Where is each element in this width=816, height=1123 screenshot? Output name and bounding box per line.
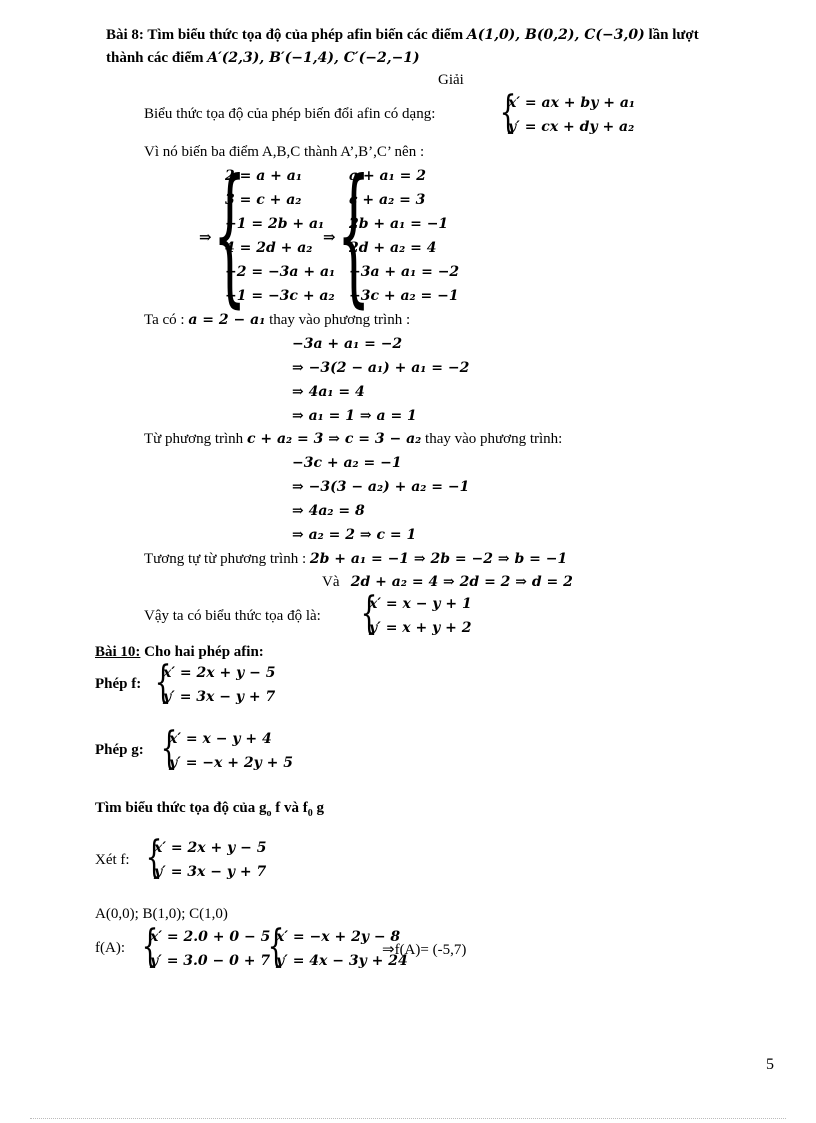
find-line (95, 800, 324, 819)
vay-eq-2: y′ = x + y + 2 (369, 620, 472, 636)
phep-f-label: Phép f: (95, 676, 142, 692)
taco-line (144, 312, 410, 329)
f-eq-2: y′ = 3x − y + 7 (163, 689, 276, 705)
bai10-title: Bài 10: (95, 644, 141, 660)
bai8-points-original: A(1,0), B(0,2), C(−3,0) (466, 27, 645, 43)
taco-suffix: thay vào phương trình : (269, 312, 411, 328)
vay-eq-1: x′ = x − y + 1 (369, 596, 472, 612)
tu-expr: c + a₂ = 3 ⇒ c = 3 − a₂ (246, 431, 422, 447)
sys1-eq-1: 2 = a + a₁ (225, 168, 302, 184)
find-sub-o: o (266, 808, 272, 819)
va-label: Và (322, 574, 340, 590)
step2-3: ⇒ 4a₂ = 8 (292, 503, 365, 519)
sys2-eq-4: 2d + a₂ = 4 (349, 240, 437, 256)
sys1-eq-6: −1 = −3c + a₂ (225, 288, 335, 304)
sys1-eq-2: 3 = c + a₂ (225, 192, 302, 208)
sys1-eq-4: 4 = 2d + a₂ (225, 240, 313, 256)
g-eq-2: y′ = −x + 2y + 5 (169, 755, 293, 771)
sys2-eq-5: −3a + a₁ = −2 (349, 264, 460, 280)
vay-text: Vậy ta có biểu thức tọa độ là: (144, 608, 321, 624)
bai10-heading (95, 644, 264, 661)
f-eq-1: x′ = 2x + y − 5 (163, 665, 276, 681)
find-sub-0: 0 (307, 808, 313, 819)
vi-no-text: Vì nó biến ba điểm A,B,C thành A’,B’,C’ nên : (144, 144, 425, 160)
tuongtu-line (144, 551, 567, 568)
sys1-eq-5: −2 = −3a + a₁ (225, 264, 336, 280)
step1-3: ⇒ 4a₁ = 4 (292, 384, 365, 400)
tu-line (144, 431, 562, 448)
tu-suffix: thay vào phương trình: (425, 431, 563, 447)
fa-eq2-2: y′ = 4x − 3y + 24 (276, 953, 408, 969)
xet-label: Xét f: (95, 852, 130, 868)
xet-eq-2: y′ = 3x − y + 7 (154, 864, 267, 880)
step1-2: ⇒ −3(2 − a₁) + a₁ = −2 (292, 360, 470, 376)
vay-brace: { (360, 588, 378, 639)
sys1-brace: { (213, 148, 247, 322)
tu-prefix: Từ phương trình (144, 431, 244, 447)
step1-1: −3a + a₁ = −2 (292, 336, 403, 352)
footer-divider (30, 1118, 786, 1119)
fa-eq1-1: x′ = 2.0 + 0 − 5 (150, 929, 271, 945)
form-text: Biểu thức tọa độ của phép biến đổi afin có dạng: (144, 106, 436, 122)
g-eq-1: x′ = x − y + 4 (169, 731, 272, 747)
xet-brace: { (145, 832, 163, 883)
bai8-heading-line2 (106, 50, 420, 67)
form-eq-1: x′ = ax + by + a₁ (508, 95, 636, 111)
implies-arrow-1: ⇒ (199, 228, 212, 246)
find-mid: f và f (275, 800, 308, 816)
step2-4: ⇒ a₂ = 2 ⇒ c = 1 (292, 527, 417, 543)
find-end: g (316, 800, 325, 816)
sys2-eq-1: a + a₁ = 2 (349, 168, 426, 184)
phep-g-label: Phép g: (95, 742, 144, 758)
tuongtu-prefix: Tương tự từ phương trình : (144, 551, 307, 567)
f-brace: { (154, 657, 172, 708)
step2-2: ⇒ −3(3 − a₂) + a₂ = −1 (292, 479, 470, 495)
sys1-eq-3: −1 = 2b + a₁ (225, 216, 325, 232)
bai8-heading-suffix: lần lượt (648, 27, 699, 43)
step1-4: ⇒ a₁ = 1 ⇒ a = 1 (292, 408, 417, 424)
fa-eq1-2: y′ = 3.0 − 0 + 7 (150, 953, 271, 969)
sys2-eq-3: 2b + a₁ = −1 (349, 216, 449, 232)
va-expr: 2d + a₂ = 4 ⇒ 2d = 2 ⇒ d = 2 (350, 574, 573, 590)
tuongtu-expr: 2b + a₁ = −1 ⇒ 2b = −2 ⇒ b = −1 (309, 551, 568, 567)
sys2-eq-2: c + a₂ = 3 (349, 192, 426, 208)
bai8-heading-text: Bài 8: Tìm biểu thức tọa độ của phép afin biến các điểm (106, 27, 464, 43)
sys2-brace: { (337, 148, 371, 322)
form-eq-2: y′ = cx + dy + a₂ (508, 119, 635, 135)
fa-label: f(A): (95, 940, 125, 956)
fa-eq2-1: x′ = −x + 2y − 8 (276, 929, 401, 945)
page-number: 5 (766, 1056, 774, 1073)
fa-brace-2: { (267, 921, 285, 972)
giai-label: Giải (438, 72, 464, 88)
fa-result: ⇒f(A)= (-5,7) (382, 942, 467, 958)
find-text: Tìm biểu thức tọa độ của g (95, 800, 267, 816)
fa-brace-1: { (141, 921, 159, 972)
sys2-eq-6: −3c + a₂ = −1 (349, 288, 459, 304)
bai8-points-image: A′(2,3), B′(−1,4), C′(−2,−1) (207, 50, 420, 66)
taco-prefix: Ta có : (144, 312, 185, 328)
bai8-heading (106, 27, 699, 44)
g-brace: { (160, 723, 178, 774)
xet-eq-1: x′ = 2x + y − 5 (154, 840, 267, 856)
step2-1: −3c + a₂ = −1 (292, 455, 402, 471)
implies-arrow-2: ⇒ (323, 228, 336, 246)
form-brace: { (499, 87, 517, 138)
bai10-title-rest: Cho hai phép afin: (144, 644, 264, 660)
points-line: A(0,0); B(1,0); C(1,0) (95, 906, 228, 922)
taco-expr: a = 2 − a₁ (188, 312, 266, 328)
bai8-heading-line2-text: thành các điểm (106, 50, 204, 66)
